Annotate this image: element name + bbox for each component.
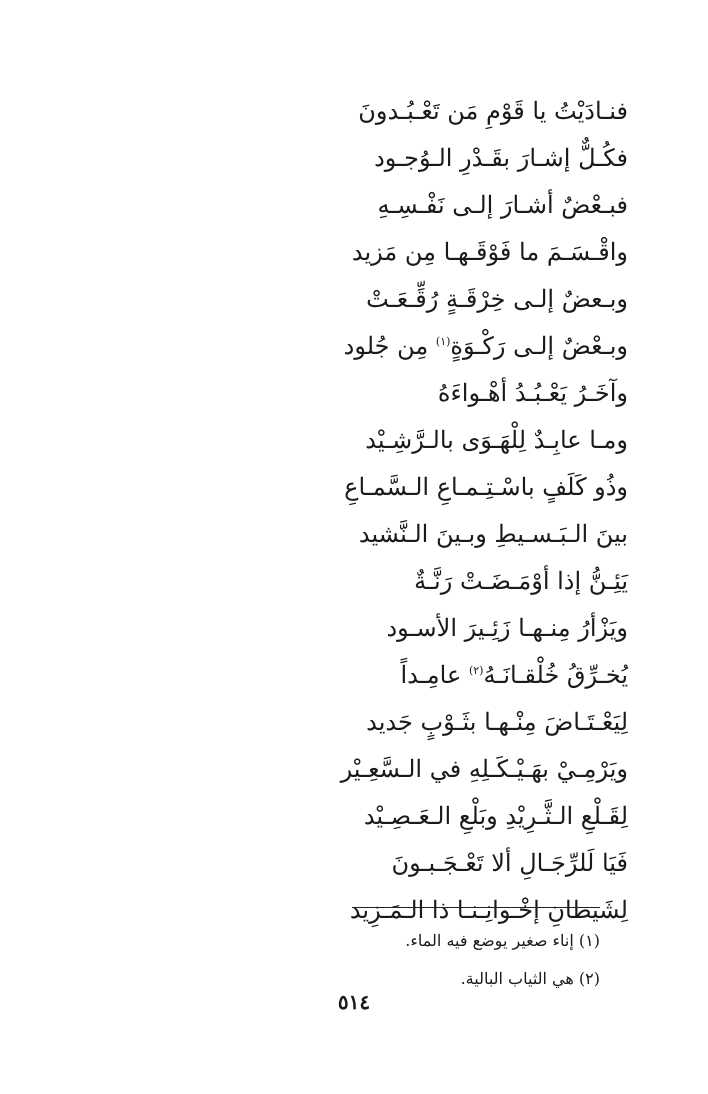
verse-line: واقْـسَـمَ ما فَوْقَـهـا مِن مَزيد [351,238,628,266]
verse-line: ويَرْمِـيْ بهَـيْـكَـلِهِ في الـسَّعِـيْر [340,755,628,783]
footnote-2: (٢) هي الثياب البالية. [460,969,600,988]
footnote-1: (١) إناء صغير يوضع فيه الماء. [405,931,600,950]
verse-text-tail: عامِـداً [400,661,462,689]
footnote-marker-2[interactable]: (٢) [468,664,484,677]
verse-line: فبـعْضٌ أشـارَ إلـى نَفْـسِـهِ [377,191,628,219]
verse-line: لِقَـلْعِ الـثَّـرِيْدِ وبَلْعِ الـعَـصِـيْد [363,802,628,830]
verse-line: يَئِـنُّ إذا أوْمَـضَـتْ رَنَّـةٌ [414,567,628,595]
verse-line: وذُو كَلَفٍ باسْـتِـمـاعِ الـسَّمـاعِ [344,473,628,501]
footnote-marker-1[interactable]: (١) [435,335,451,348]
verse-line: لِيَعْـتَـاضَ مِنْـهـا بثَـوْبٍ جَديد [366,708,628,736]
verse-line: فَيَا لَلرِّجَـالِ ألا تَعْـجَـبـونَ [391,849,628,877]
verse-text: يُخـرِّقُ خُلْقـانَـهُ [483,661,628,689]
verse-line: فنـادَيْتُ يا قَوْمِ مَن تَعْـبُـدونَ [358,97,628,125]
verse-text: وبـعْضٌ إلـى رَكْـوَةٍ [450,332,628,360]
verse-line: ومـا عابِـدٌ لِلْهَـوَى بالـرَّشِـيْد [365,426,628,454]
verse-line: وآخَـرُ يَعْـبُـدُ أهْـواءَهُ [437,379,628,407]
verse-line: وبـعضٌ إلـى خِرْقَـةٍ رُقِّـعَـتْ [366,285,628,313]
poem-verses [108,88,628,934]
footnotes [200,922,600,998]
verse-line: فكُـلٌّ إشـارَ بقَـدْرِ الـوُجـود [374,144,628,172]
footnote-divider [352,907,600,908]
page-number: ٥١٤ [337,990,371,1014]
verse-line: بينَ الـبَـسـيطِ وبـينَ الـنَّشيد [358,520,628,548]
verse-line: لِشَيطانِ إخْـوانِـنـا ذا الـمَـزِيد [349,896,628,924]
verse-line-with-footnote-2 [108,652,628,699]
verse-line: ويَزْأرُ مِنـهـا زَئِـيرَ الأسـود [386,614,628,642]
verse-line-with-footnote-1 [108,323,628,370]
verse-text-tail: مِن جُلود [343,332,429,360]
